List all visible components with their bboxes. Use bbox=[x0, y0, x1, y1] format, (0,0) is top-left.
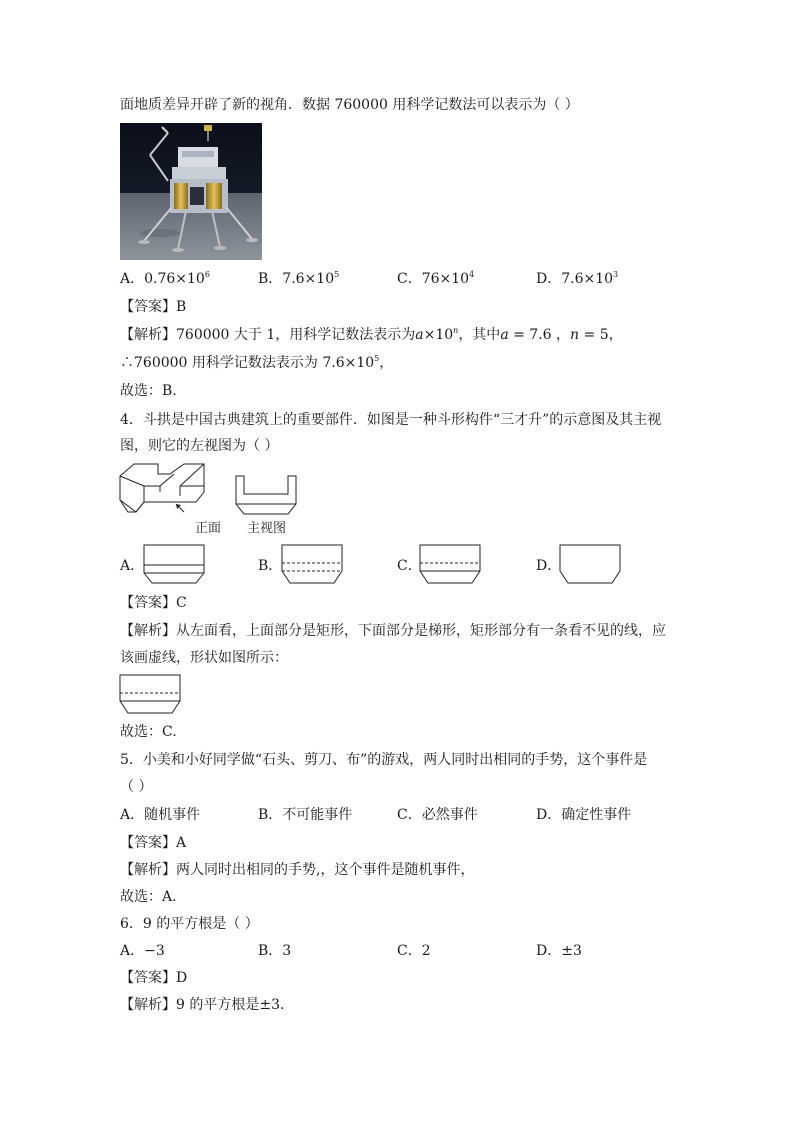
q4-analysis-figure bbox=[120, 675, 180, 713]
q6-option-c: C．2 bbox=[397, 943, 431, 959]
q4-analysis-line2: 该画虚线，形状如图所示： bbox=[120, 650, 288, 666]
q3-option-c: C．$76\times 10^4$ bbox=[397, 270, 475, 287]
q5-stem-line2: （ ） bbox=[120, 779, 153, 795]
q4-option-a-label: A． bbox=[120, 558, 145, 574]
q6-analysis: 【解析】9 的平方根是±3． bbox=[120, 997, 294, 1013]
q3-option-b: B．$7.6\times 10^5$ bbox=[258, 270, 340, 287]
main-view-figure bbox=[236, 476, 296, 514]
q6-option-d: D．±3 bbox=[536, 943, 582, 959]
q4-option-a-figure bbox=[144, 545, 204, 583]
bracket-3d-sketch bbox=[120, 462, 210, 522]
q5-answer: 【答案】A bbox=[120, 835, 187, 851]
q3-analysis-line2: ∴760000 用科学记数法表示为 $7.6\times 10^5$， bbox=[120, 354, 394, 371]
label-main-view: 主视图 bbox=[247, 521, 287, 536]
q6-option-b: B．3 bbox=[258, 943, 292, 959]
q4-option-c-figure bbox=[420, 545, 480, 583]
q3-option-d: D．$7.6\times 10^3$ bbox=[536, 270, 619, 287]
q6-option-a: A．−3 bbox=[120, 943, 165, 959]
q5-stem-line1: 5．小美和小好同学做“石头、剪刀、布”的游戏，两人同时出相同的手势，这个事件是 bbox=[120, 752, 648, 768]
q6-answer: 【答案】D bbox=[120, 970, 188, 986]
q5-conclusion: 故选：A. bbox=[120, 889, 177, 905]
lunar-lander-photo bbox=[120, 123, 262, 260]
q4-option-b-figure bbox=[282, 545, 342, 583]
q3-conclusion: 故选：B. bbox=[120, 383, 177, 399]
q5-option-d: D．确定性事件 bbox=[536, 807, 632, 823]
q5-option-b: B．不可能事件 bbox=[258, 807, 353, 823]
q5-option-c: C．必然事件 bbox=[397, 807, 478, 823]
q4-option-c-label: C． bbox=[397, 558, 422, 574]
q3-option-a: A．$0.76\times 10^6$ bbox=[120, 270, 210, 287]
q5-analysis: 【解析】两人同时出相同的手势,，这个事件是随机事件， bbox=[120, 862, 475, 878]
q3-answer: 【答案】B bbox=[120, 299, 187, 315]
q3-analysis: 【解析】760000 大于 1，用科学记数法表示为$a\times 10^n$，其中a = 7.6 ，n = 5， bbox=[120, 326, 623, 343]
q4-conclusion: 故选：C. bbox=[120, 724, 177, 740]
q5-option-a: A．随机事件 bbox=[120, 807, 201, 823]
q4-stem-line2: 图，则它的左视图为（ ） bbox=[120, 438, 279, 454]
q4-answer: 【答案】C bbox=[120, 595, 187, 611]
q6-stem: 6．9 的平方根是（ ） bbox=[120, 916, 259, 932]
q4-analysis-line1: 【解析】从左面看，上面部分是矩形，下面部分是梯形，矩形部分有一条看不见的线，应 bbox=[120, 623, 666, 639]
q4-stem-line1: 4．斗拱是中国古典建筑上的重要部件．如图是一种斗形构件“三才升”的示意图及其主视 bbox=[120, 412, 662, 428]
q4-option-d-label: D． bbox=[536, 558, 562, 574]
q3-stem-tail: 面地质差异开辟了新的视角．数据 760000 用科学记数法可以表示为（ ） bbox=[120, 97, 579, 113]
q4-option-b-label: B． bbox=[258, 558, 283, 574]
label-front: 正面 bbox=[195, 521, 222, 536]
q4-option-d-figure bbox=[560, 545, 620, 583]
